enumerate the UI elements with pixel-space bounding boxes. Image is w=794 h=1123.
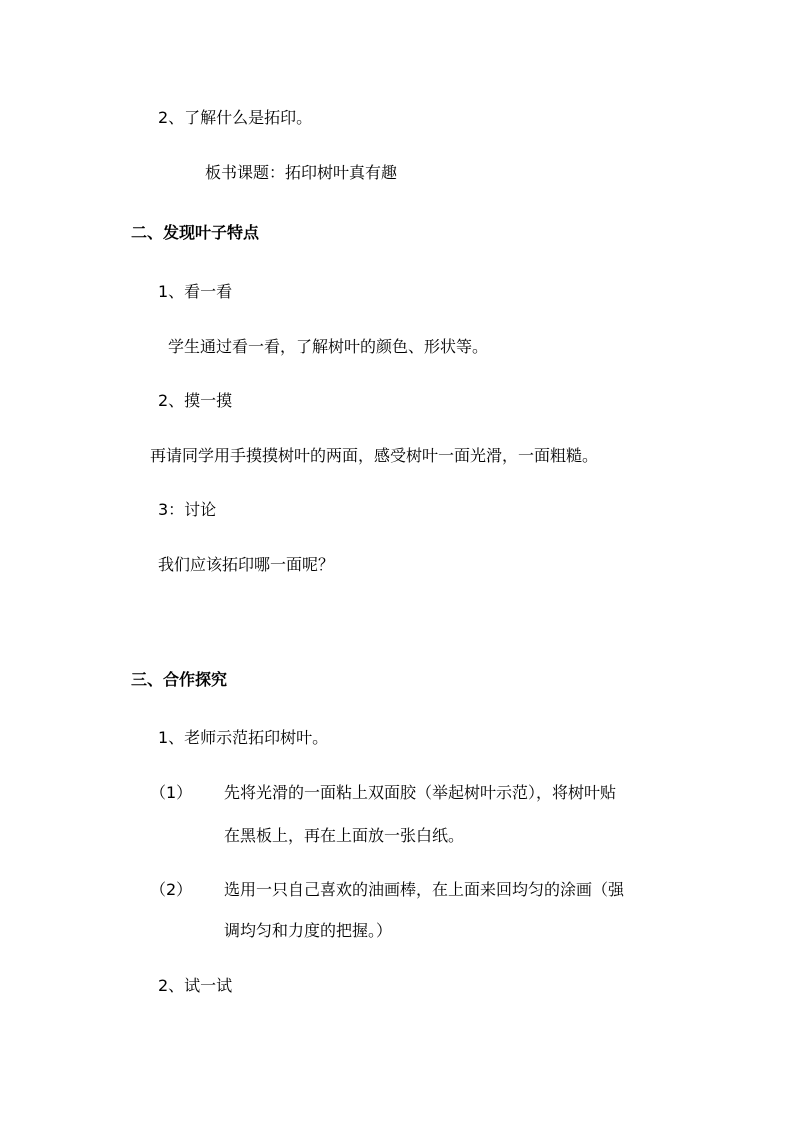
section-heading: 二、发现叶子特点	[131, 223, 260, 242]
text-line: 再请同学用手摸摸树叶的两面，感受树叶一面光滑，一面粗糙。	[150, 446, 599, 465]
list-number: （2）	[150, 880, 193, 899]
text-line: 2、了解什么是拓印。	[158, 108, 313, 127]
text-line: 2、摸一摸	[158, 391, 233, 410]
text-line: 在黑板上，再在上面放一张白纸。	[224, 826, 465, 845]
section-heading: 三、合作探究	[131, 670, 228, 689]
list-number: （1）	[150, 783, 193, 802]
text-line: 1、看一看	[158, 282, 233, 301]
text-line: 2、试一试	[158, 976, 233, 995]
text-line: 选用一只自己喜欢的油画棒，在上面来回均匀的涂画（强	[224, 880, 625, 899]
text-line: 板书课题：拓印树叶真有趣	[205, 163, 398, 182]
text-line: 先将光滑的一面粘上双面胶（举起树叶示范），将树叶贴	[224, 783, 617, 802]
text-line: 3：讨论	[158, 500, 217, 519]
text-line: 学生通过看一看，了解树叶的颜色、形状等。	[168, 337, 489, 356]
text-line: 调均匀和力度的把握。）	[224, 921, 393, 940]
text-line: 我们应该拓印哪一面呢？	[158, 555, 335, 574]
text-line: 1、老师示范拓印树叶。	[158, 728, 329, 747]
